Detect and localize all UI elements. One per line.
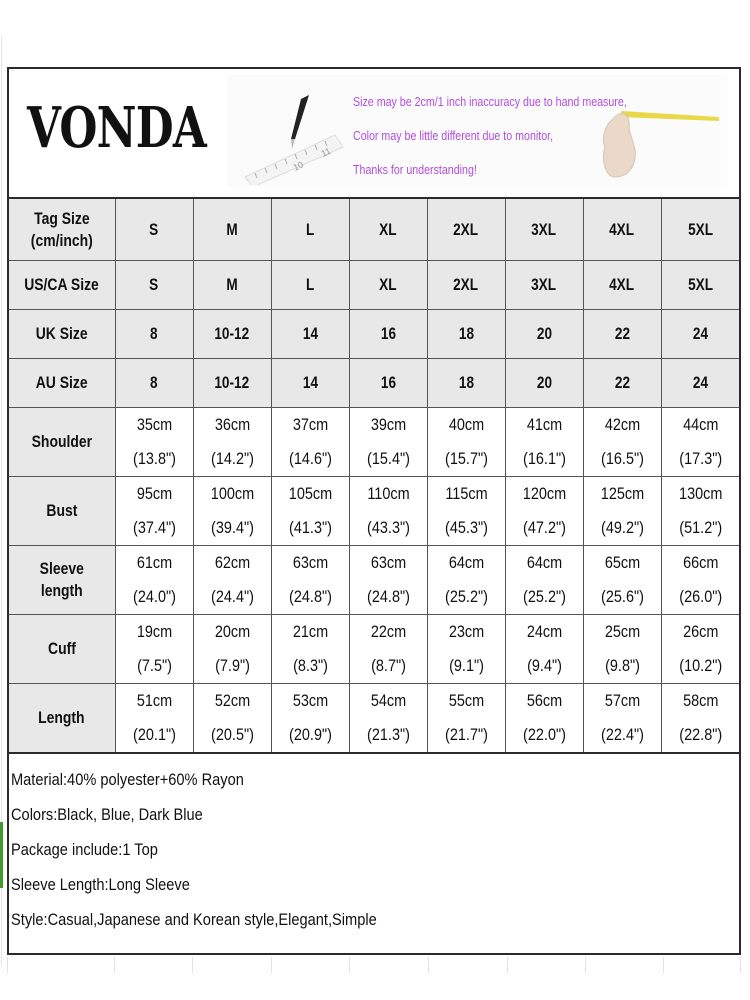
measure-cell: 52cm (20.5") [193, 684, 271, 754]
faint-grid-lines [7, 957, 741, 973]
measure-cell: 64cm (25.2") [505, 546, 583, 615]
row-label: AU Size [9, 359, 115, 408]
measure-cell: 58cm (22.8") [661, 684, 739, 754]
measure-cell: 115cm (45.3") [427, 477, 505, 546]
measure-cell: 63cm (24.8") [349, 546, 427, 615]
measure-cell: 53cm (20.9") [271, 684, 349, 754]
size-cell: 10-12 [193, 310, 271, 359]
size-cell: 14 [271, 359, 349, 408]
row-label: US/CA Size [9, 261, 115, 310]
measure-cell: 42cm (16.5") [583, 408, 661, 477]
size-cell: S [115, 199, 193, 261]
measure-cell: 23cm (9.1") [427, 615, 505, 684]
measure-cell: 61cm (24.0") [115, 546, 193, 615]
measure-cell: 125cm (49.2") [583, 477, 661, 546]
size-cell: 2XL [427, 261, 505, 310]
size-chart-sheet [7, 67, 741, 955]
measure-cell: 62cm (24.4") [193, 546, 271, 615]
brand-logo: VONDA [27, 95, 206, 161]
size-cell: 10-12 [193, 359, 271, 408]
table-row-shoulder [9, 408, 739, 477]
measure-cell: 120cm (47.2") [505, 477, 583, 546]
size-cell: M [193, 199, 271, 261]
size-cell: 22 [583, 359, 661, 408]
banner [9, 69, 739, 199]
table-row-uk-size [9, 310, 739, 359]
size-cell: XL [349, 199, 427, 261]
row-label: Bust [9, 477, 115, 546]
measure-cell: 40cm (15.7") [427, 408, 505, 477]
size-table [9, 199, 739, 754]
size-cell: 2XL [427, 199, 505, 261]
measure-cell: 130cm (51.2") [661, 477, 739, 546]
row-label: Shoulder [9, 408, 115, 477]
measure-cell: 36cm (14.2") [193, 408, 271, 477]
measure-cell: 55cm (21.7") [427, 684, 505, 754]
measurement-notice [227, 75, 727, 187]
size-cell: 4XL [583, 199, 661, 261]
measure-cell: 56cm (22.0") [505, 684, 583, 754]
row-label: Length [9, 684, 115, 754]
measure-cell: 25cm (9.8") [583, 615, 661, 684]
measure-cell: 44cm (17.3") [661, 408, 739, 477]
measuring-tape-hand-icon [591, 89, 721, 179]
size-cell: 8 [115, 310, 193, 359]
measure-cell: 26cm (10.2") [661, 615, 739, 684]
product-specs [9, 754, 739, 953]
size-cell: 22 [583, 310, 661, 359]
measure-cell: 20cm (7.9") [193, 615, 271, 684]
table-row-sleeve-length [9, 546, 739, 615]
row-label: Tag Size (cm/inch) [9, 199, 115, 261]
row-label: Cuff [9, 615, 115, 684]
svg-text:10: 10 [291, 159, 305, 173]
size-cell: XL [349, 261, 427, 310]
notice-line: Thanks for understanding! [353, 162, 477, 177]
spec-material: Material:40% polyester+60% Rayon [11, 770, 244, 789]
measure-cell: 19cm (7.5") [115, 615, 193, 684]
table-row-length [9, 684, 739, 754]
size-cell: 16 [349, 359, 427, 408]
spec-sleeve-length: Sleeve Length:Long Sleeve [11, 875, 190, 894]
table-row-bust [9, 477, 739, 546]
size-cell: 5XL [661, 261, 739, 310]
measure-cell: 54cm (21.3") [349, 684, 427, 754]
size-cell: 24 [661, 359, 739, 408]
spec-package: Package include:1 Top [11, 840, 158, 859]
measure-cell: 24cm (9.4") [505, 615, 583, 684]
size-cell: 20 [505, 359, 583, 408]
size-cell: 4XL [583, 261, 661, 310]
size-cell: 16 [349, 310, 427, 359]
measure-cell: 51cm (20.1") [115, 684, 193, 754]
green-edge-strip [0, 822, 3, 888]
size-cell: 3XL [505, 199, 583, 261]
size-cell: S [115, 261, 193, 310]
measure-cell: 65cm (25.6") [583, 546, 661, 615]
measure-cell: 39cm (15.4") [349, 408, 427, 477]
size-cell: L [271, 199, 349, 261]
size-cell: 14 [271, 310, 349, 359]
notice-line: Color may be little different due to monitor, [353, 128, 554, 143]
measure-cell: 110cm (43.3") [349, 477, 427, 546]
size-cell: 24 [661, 310, 739, 359]
measure-cell: 64cm (25.2") [427, 546, 505, 615]
measure-cell: 37cm (14.6") [271, 408, 349, 477]
measure-cell: 21cm (8.3") [271, 615, 349, 684]
svg-text:11: 11 [319, 145, 333, 159]
measure-cell: 105cm (41.3") [271, 477, 349, 546]
measure-cell: 57cm (22.4") [583, 684, 661, 754]
measure-cell: 35cm (13.8") [115, 408, 193, 477]
measure-cell: 41cm (16.1") [505, 408, 583, 477]
measure-cell: 22cm (8.7") [349, 615, 427, 684]
measure-cell: 95cm (37.4") [115, 477, 193, 546]
table-row-tag-size [9, 199, 739, 261]
measure-cell: 63cm (24.8") [271, 546, 349, 615]
size-cell: 20 [505, 310, 583, 359]
notice-line: Size may be 2cm/1 inch inaccuracy due to hand measure, [353, 94, 627, 109]
spec-style: Style:Casual,Japanese and Korean style,Elegant,Simple [11, 910, 377, 929]
ruler-pencil-icon [235, 95, 355, 185]
row-label: UK Size [9, 310, 115, 359]
size-cell: M [193, 261, 271, 310]
measure-cell: 66cm (26.0") [661, 546, 739, 615]
size-cell: 18 [427, 310, 505, 359]
table-row-cuff [9, 615, 739, 684]
row-label: Sleeve length [9, 546, 115, 615]
measure-cell: 100cm (39.4") [193, 477, 271, 546]
spec-colors: Colors:Black, Blue, Dark Blue [11, 805, 203, 824]
size-cell: 3XL [505, 261, 583, 310]
size-cell: L [271, 261, 349, 310]
size-cell: 18 [427, 359, 505, 408]
size-cell: 5XL [661, 199, 739, 261]
table-row-us-ca-size [9, 261, 739, 310]
table-row-au-size [9, 359, 739, 408]
size-cell: 8 [115, 359, 193, 408]
